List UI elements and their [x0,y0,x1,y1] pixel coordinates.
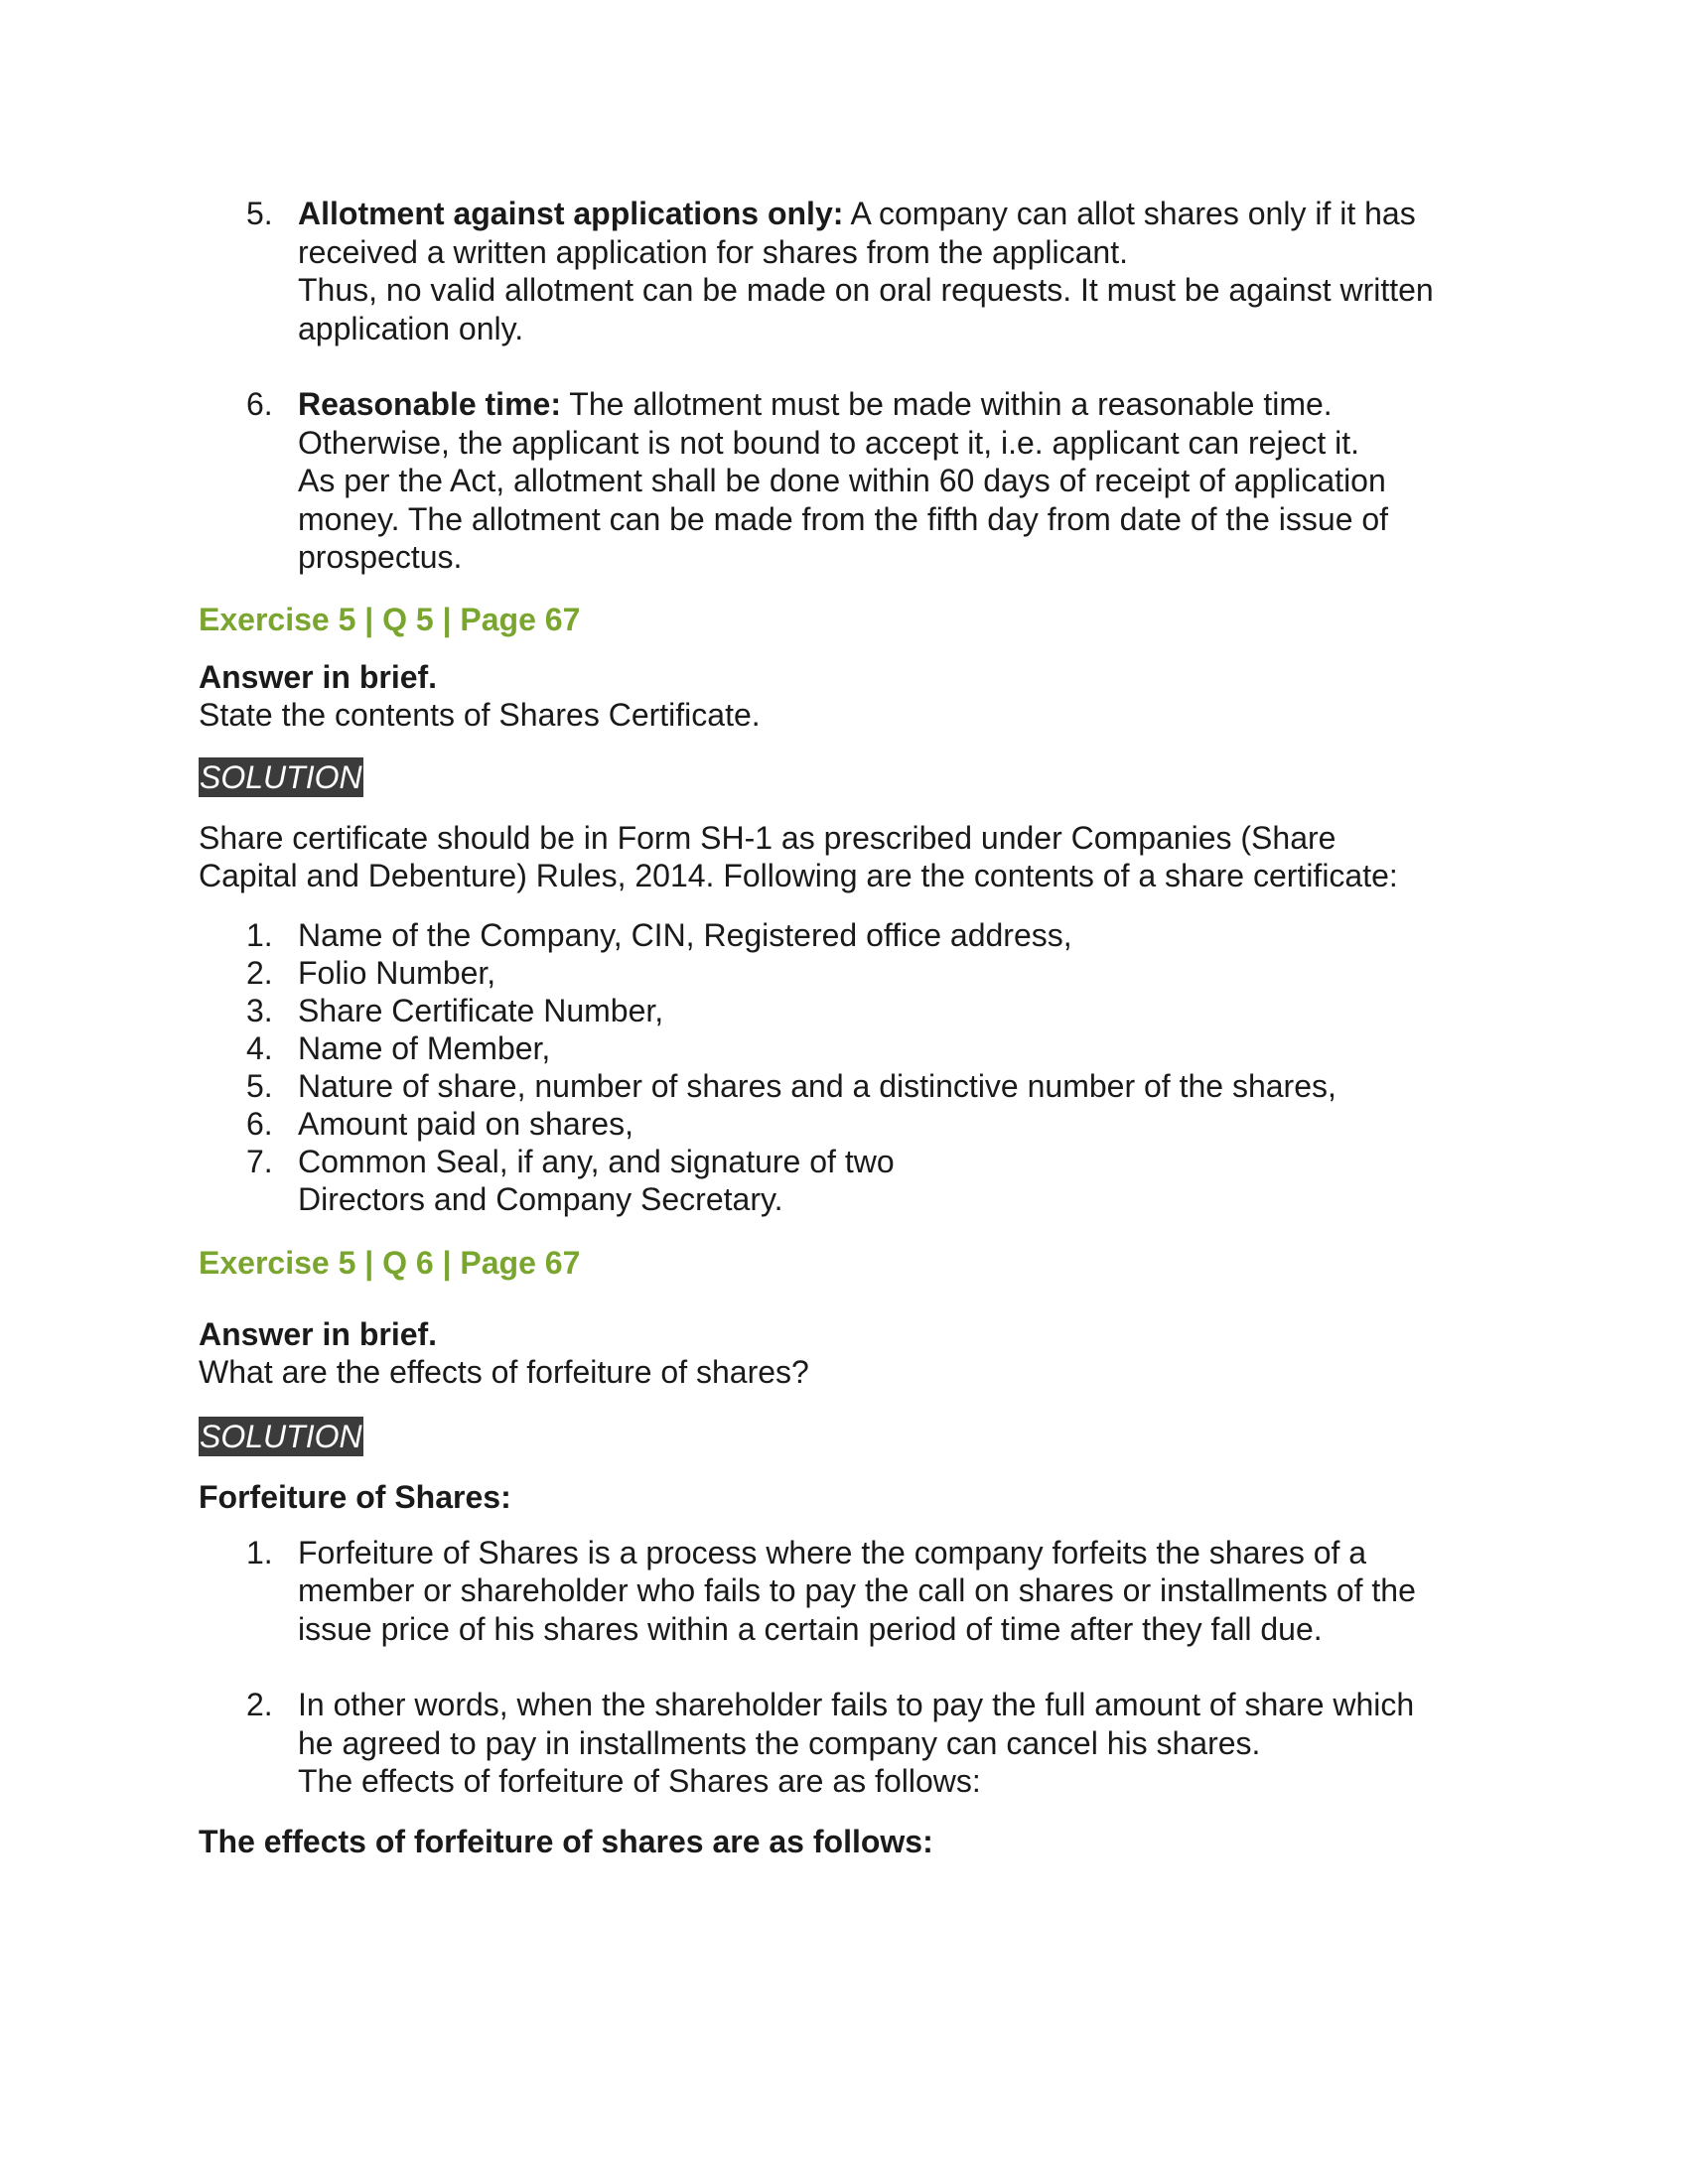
solution-intro [199,819,1489,894]
item-number: 4. [246,1029,273,1066]
item-number: 2. [246,954,273,991]
subheading: Forfeiture of Shares: [199,1478,511,1515]
solution-label: SOLUTION [200,1418,362,1454]
item-line: A company can allot shares only if it has [850,196,1416,231]
intro-line: Share certificate should be in Form SH-1 as prescribed under Companies (Share [199,819,1336,856]
item-line: Forfeiture of Shares is a process where the company forfeits the shares of a [298,1534,1367,1570]
question-text: State the contents of Shares Certificate. [199,696,761,733]
item-line: Otherwise, the applicant is not bound to accept it, i.e. applicant can reject it. [298,424,1360,461]
item-line: money. The allotment can be made from the fifth day from date of the issue of [298,500,1389,537]
item-number: 7. [246,1143,273,1179]
exercise-link[interactable]: Exercise 5 | Q 5 | Page 67 [199,601,581,637]
contents-list [199,916,1489,1218]
item-body [298,385,1489,577]
item-number: 3. [246,992,273,1028]
item-bold-label: Allotment against applications only: [298,196,844,231]
list-item [199,916,1489,954]
item-line: Folio Number, [298,954,496,991]
exercise-link[interactable]: Exercise 5 | Q 6 | Page 67 [199,1244,581,1281]
item-number: 5. [246,196,273,231]
item-line: Name of Member, [298,1029,551,1066]
list-item [199,1105,1489,1143]
item-number: 6. [246,1105,273,1142]
solution-label: SOLUTION [200,758,362,795]
item-line: application only. [298,310,524,346]
item-number: 5. [246,1067,273,1104]
list-item [199,1534,1489,1649]
list-item [199,1686,1489,1801]
item-line: Thus, no valid allotment can be made on oral requests. It must be against written [298,272,1434,308]
item-number: 1. [246,1534,273,1570]
list-item [199,992,1489,1029]
list-item [199,1143,1489,1218]
question-text: What are the effects of forfeiture of shares? [199,1353,809,1390]
question-6-section [199,1244,1489,1860]
item-number: 2. [246,1687,273,1722]
list-item [199,954,1489,992]
item-line: The effects of forfeiture of Shares are as follows: [298,1763,981,1799]
item-line: member or shareholder who fails to pay the call on shares or installments of the [298,1572,1416,1608]
item-line: prospectus. [298,539,463,575]
list-item [199,1067,1489,1105]
item-line: Directors and Company Secretary. [298,1180,783,1217]
list-item [199,1029,1489,1067]
item-line: he agreed to pay in installments the company can cancel his shares. [298,1724,1261,1761]
item-line: received a written application for shares from the applicant. [298,233,1128,270]
item-line: Common Seal, if any, and signature of two [298,1143,895,1179]
list-item [199,385,1489,577]
item-line: issue price of his shares within a certain period of time after they fall due. [298,1610,1323,1647]
answer-heading: Answer in brief. [199,658,438,695]
item-line: Name of the Company, CIN, Registered office address, [298,916,1072,953]
question-5-section [199,601,1489,1218]
forfeiture-list [199,1534,1489,1801]
item-number: 1. [246,916,273,953]
answer-heading: Answer in brief. [199,1315,438,1352]
item-number: 6. [246,386,273,422]
list-item [199,195,1489,347]
list-a [199,195,1489,577]
item-line: Nature of share, number of shares and a distinctive number of the shares, [298,1067,1336,1104]
intro-line: Capital and Debenture) Rules, 2014. Following are the contents of a share certificate: [199,857,1398,893]
item-line: The allotment must be made within a reasonable time. [569,386,1333,422]
item-line: As per the Act, allotment shall be done within 60 days of receipt of application [298,463,1386,498]
item-body [298,195,1489,347]
closing-heading: The effects of forfeiture of shares are as follows: [199,1823,933,1859]
item-line: Share Certificate Number, [298,992,664,1028]
item-line: In other words, when the shareholder fails to pay the full amount of share which [298,1687,1415,1722]
item-bold-label: Reasonable time: [298,386,561,422]
item-line: Amount paid on shares, [298,1105,633,1142]
document-page [199,195,1489,1860]
